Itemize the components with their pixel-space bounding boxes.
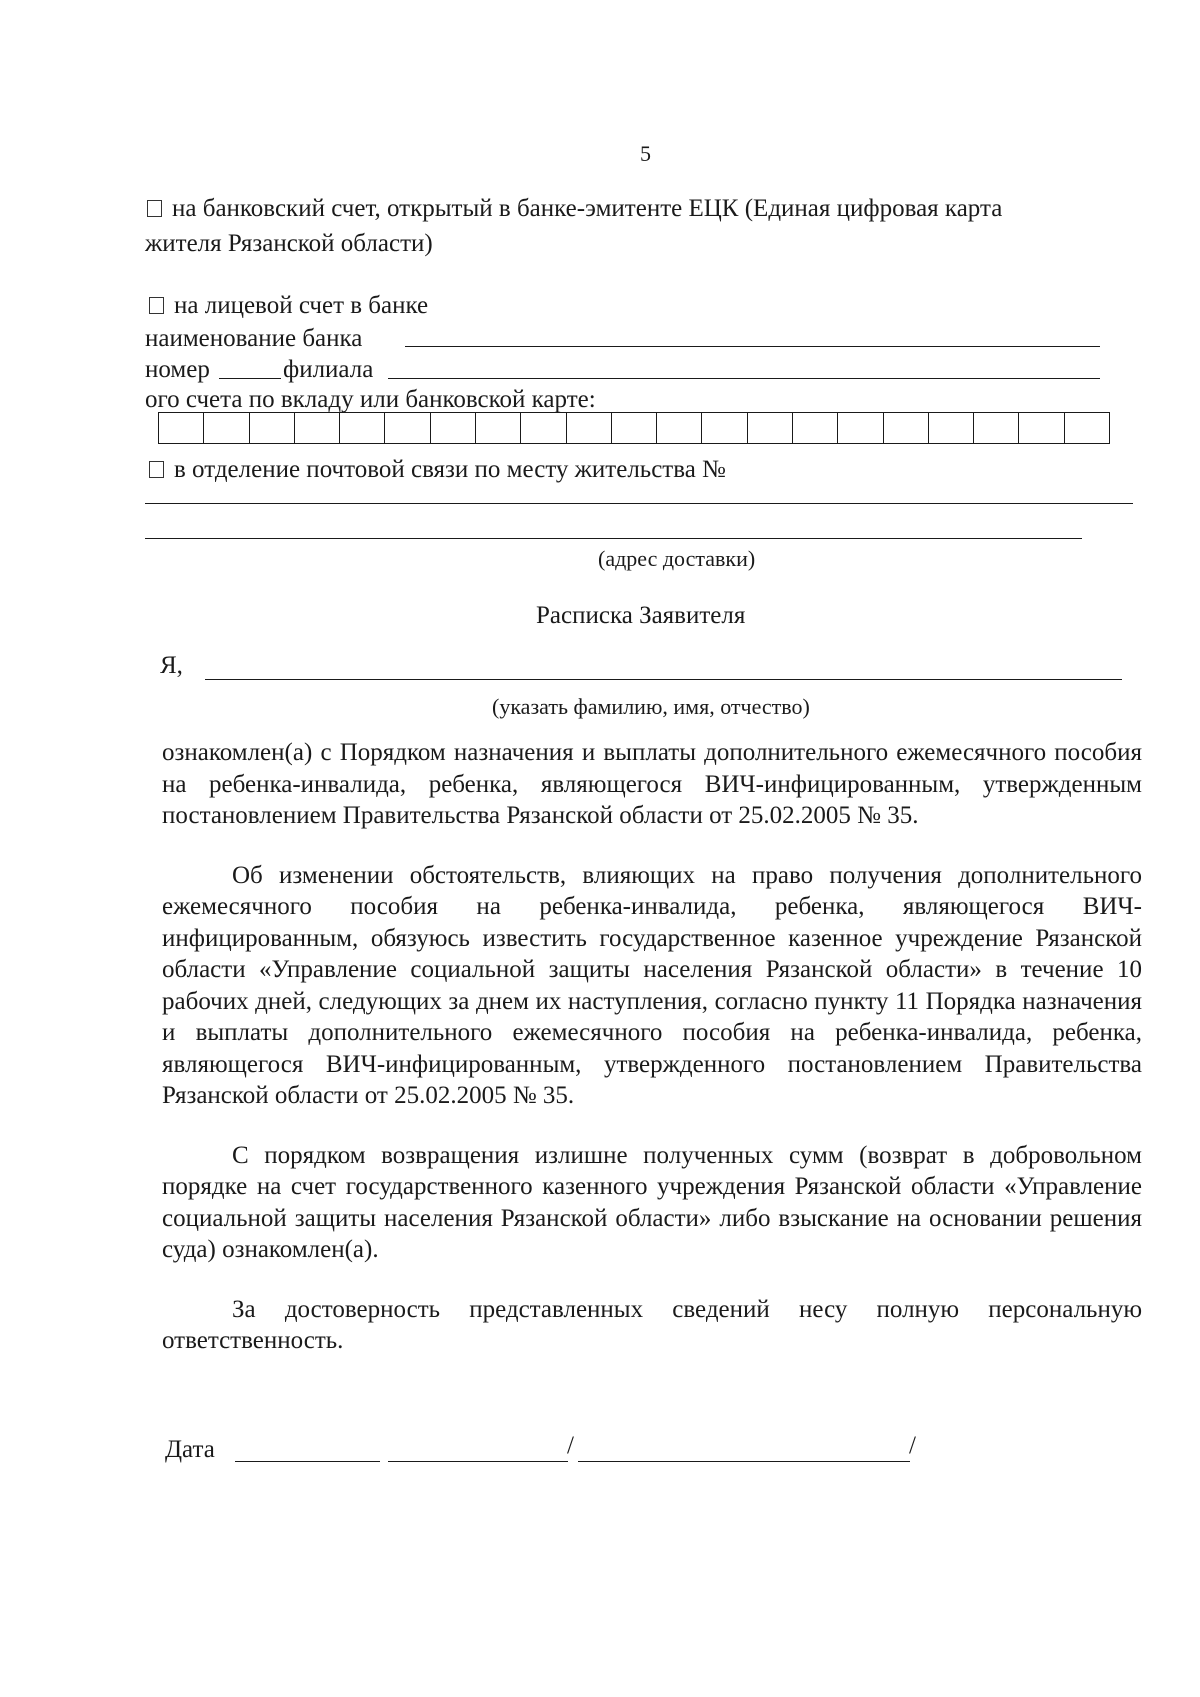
option-bank-card-line1 bbox=[147, 193, 1002, 225]
account-digit-cell[interactable] bbox=[204, 413, 249, 443]
account-digit-cell[interactable] bbox=[884, 413, 929, 443]
page-number: 5 bbox=[640, 141, 651, 166]
address-caption: (адрес доставки) bbox=[598, 546, 756, 571]
branch-label: филиала bbox=[283, 356, 374, 383]
receipt-title: Расписка Заявителя bbox=[536, 602, 746, 629]
account-digit-cell[interactable] bbox=[838, 413, 883, 443]
account-label: ого счета по вкладу или банковской карте: bbox=[145, 386, 596, 413]
branch-line[interactable] bbox=[388, 378, 1100, 379]
date-line[interactable] bbox=[235, 1461, 380, 1462]
account-digit-cell[interactable] bbox=[1019, 413, 1064, 443]
account-number-grid[interactable] bbox=[158, 412, 1110, 444]
bank-card-checkbox[interactable] bbox=[147, 200, 162, 217]
account-digit-cell[interactable] bbox=[657, 413, 702, 443]
post-office-checkbox[interactable] bbox=[149, 461, 164, 478]
account-digit-cell[interactable] bbox=[702, 413, 747, 443]
account-digit-cell[interactable] bbox=[340, 413, 385, 443]
account-digit-cell[interactable] bbox=[748, 413, 793, 443]
number-label: номер bbox=[145, 356, 210, 383]
account-digit-cell[interactable] bbox=[295, 413, 340, 443]
address-line-2[interactable] bbox=[145, 538, 1082, 539]
account-digit-cell[interactable] bbox=[250, 413, 295, 443]
option-post-office bbox=[149, 454, 726, 486]
option-bank-card-line2: жителя Рязанской области) bbox=[145, 230, 433, 257]
account-digit-cell[interactable] bbox=[929, 413, 974, 443]
signature-decoding-line[interactable] bbox=[578, 1461, 910, 1462]
account-digit-cell[interactable] bbox=[567, 413, 612, 443]
number-line[interactable] bbox=[219, 378, 281, 379]
bank-name-label: наименование банка bbox=[145, 325, 363, 352]
date-label: Дата bbox=[165, 1436, 215, 1463]
account-digit-cell[interactable] bbox=[793, 413, 838, 443]
paragraph-responsibility: За достоверность представленных сведений несу полную персональную ответственность. bbox=[162, 1295, 1142, 1354]
signature-line[interactable] bbox=[388, 1461, 568, 1462]
account-digit-cell[interactable] bbox=[521, 413, 566, 443]
account-digit-cell[interactable] bbox=[431, 413, 476, 443]
slash-1: / bbox=[567, 1432, 574, 1459]
slash-2: / bbox=[909, 1432, 916, 1459]
account-digit-cell[interactable] bbox=[974, 413, 1019, 443]
paragraph-notify: Об изменении обстоятельств, влияющих на право получения дополнительного ежемесячного пособия на ребенка-инвалида, ребенка, являющегося ВИЧ-инфицированным, обязуюсь известить государственное казенное учреждение Рязанской области «Управление социальной защиты населения Рязанской области» в течение 10 рабочих дней, следующих за днем их наступления, согласно пункту 11 Порядка назначения и выплаты дополнительного ежемесячного пособия на ребенка-инвалида, ребенка, являющегося ВИЧ-инфицированным, утвержденного постановлением Правительства Рязанской области от 25.02.2005 № 35. bbox=[162, 861, 1142, 1109]
ya-label: Я, bbox=[160, 652, 183, 679]
address-line-1[interactable] bbox=[145, 503, 1133, 504]
paragraph-refund: С порядком возвращения излишне полученных сумм (возврат в добровольном порядке на счет государственного казенного учреждения Рязанской области «Управление социальной защиты населения Рязанской области» либо взыскание на основании решения суда) ознакомлен(а). bbox=[162, 1141, 1142, 1263]
option-bank-card-text: на банковский счет, открытый в банке-эмитенте ЕЦК (Единая цифровая карта bbox=[172, 195, 1003, 222]
bank-name-line[interactable] bbox=[405, 346, 1100, 347]
account-digit-cell[interactable] bbox=[612, 413, 657, 443]
account-digit-cell[interactable] bbox=[159, 413, 204, 443]
option-bank-account-text: на лицевой счет в банке bbox=[174, 292, 429, 319]
account-digit-cell[interactable] bbox=[385, 413, 430, 443]
account-digit-cell[interactable] bbox=[476, 413, 521, 443]
option-post-office-text: в отделение почтовой связи по месту жительства № bbox=[174, 456, 726, 483]
fio-caption: (указать фамилию, имя, отчество) bbox=[492, 694, 810, 719]
account-digit-cell[interactable] bbox=[1065, 413, 1109, 443]
fio-line[interactable] bbox=[205, 679, 1122, 680]
receipt-body bbox=[162, 737, 1142, 1357]
option-bank-account bbox=[149, 290, 428, 322]
paragraph-acquainted: ознакомлен(а) с Порядком назначения и выплаты дополнительного ежемесячного пособия на ребенка-инвалида, ребенка, являющегося ВИЧ-инфицированным, утвержденным постановлением Правительства Рязанской области от 25.02.2005 № 35. bbox=[162, 739, 1142, 829]
bank-account-checkbox[interactable] bbox=[149, 297, 164, 314]
